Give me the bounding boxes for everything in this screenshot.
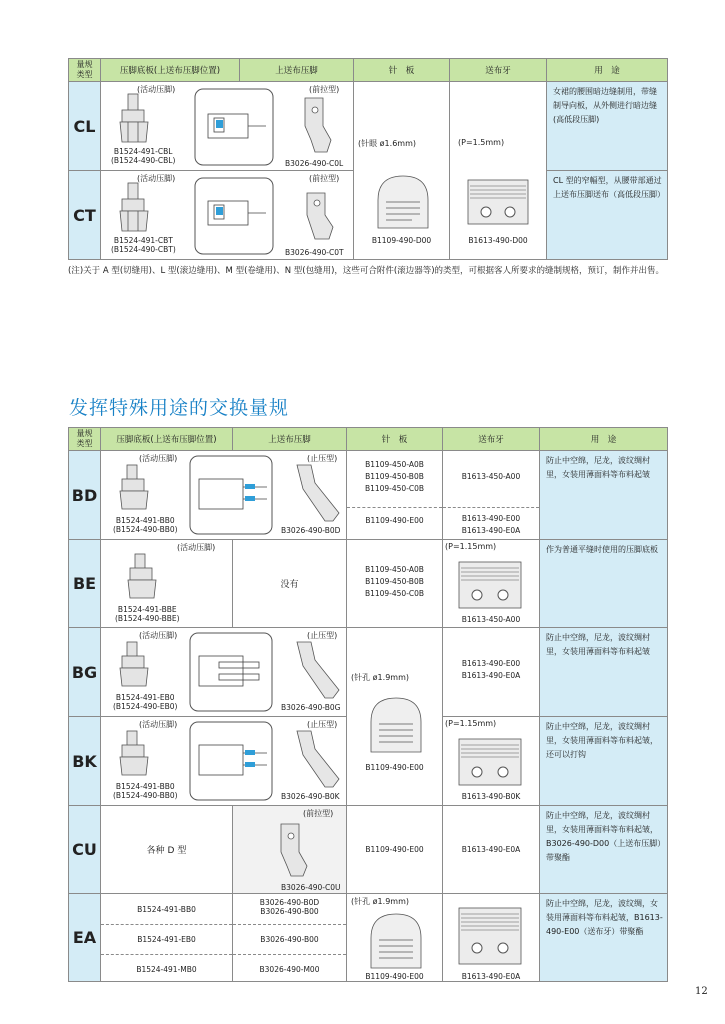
feed-dog-cell [443, 540, 540, 628]
feed-dog-cell [443, 894, 540, 982]
table-row [69, 628, 668, 717]
upper-foot-image [273, 822, 313, 878]
foot-code: B1524-491-EB0 [137, 935, 196, 944]
gauge-key: BD [69, 451, 101, 540]
upper-foot-cell [233, 894, 347, 982]
feed-dog-image [466, 178, 530, 226]
foot-tag: (活动压脚) [139, 454, 178, 463]
foot-tag: (活动压脚) [139, 720, 178, 729]
upper-foot-image [291, 729, 343, 789]
gauge-key: BG [69, 628, 101, 717]
upper-tag: (前拉型) [309, 85, 340, 94]
upper-code: B3026-490-M00 [259, 965, 320, 974]
upper-foot-cell [233, 806, 347, 894]
section-title: 发挥特殊用途的交换量规 [69, 397, 290, 419]
upper-foot-image [291, 463, 343, 523]
foot-cell [101, 717, 347, 806]
foot-code: B1524-491-BB0 (B1524-490-BB0) [113, 516, 178, 534]
upper-tag: (止压型) [307, 631, 338, 640]
plate-code: B1109-490-E00 [365, 845, 424, 854]
foot-text: 各种 D 型 [146, 846, 187, 856]
foot-cell [101, 806, 233, 894]
usage-cell: 防止中空绵，尼龙，波纹绸村里，女装用薄面料等布料起皱 [540, 628, 668, 717]
plate-note: (针眼 ø1.6mm) [358, 139, 416, 148]
plate-code: B1109-490-E00 [365, 516, 424, 525]
needle-plate-cell [347, 894, 443, 982]
foot-cell [101, 628, 347, 717]
foot-tag: (活动压脚) [137, 85, 176, 94]
page-number: 12 [695, 986, 708, 997]
usage-cell: 防止中空绵，尼龙，波纹绸村里，女装用薄面料等布料起皱 [540, 451, 668, 540]
gauge-key: CT [69, 171, 101, 260]
foot-code: B1524-491-CBL (B1524-490-CBL) [111, 147, 176, 165]
plate-code: B1109-490-D00 [371, 236, 432, 245]
foot-tag: (活动压脚) [137, 174, 176, 183]
plate-code: B1109-490-E00 [365, 763, 424, 772]
divider [101, 954, 232, 955]
foot-code: B1524-491-BB0 (B1524-490-BB0) [113, 782, 178, 800]
usage-cell: 防止中空绵，尼龙，波纹绸村里，女装用薄面料等布料起皱，还可以打钩 [540, 717, 668, 806]
header-feed-dog: 送布牙 [450, 59, 547, 82]
header-needle-plate: 针 板 [347, 428, 443, 451]
gauge-key: EA [69, 894, 101, 982]
needle-plate-cell [347, 451, 443, 540]
foot-cell [101, 82, 354, 171]
foot-code: B1524-491-BB0 [137, 905, 196, 914]
upper-code: B3026-490-B0K [281, 792, 340, 801]
upper-foot-image [301, 191, 337, 241]
needle-plate-cell [354, 82, 450, 260]
upper-code: B3026-490-B00 [260, 935, 319, 944]
table-row [69, 894, 668, 982]
divider [347, 507, 442, 508]
header-gauge-type: 量规 类型 [69, 428, 101, 451]
needle-plate-image [365, 696, 427, 754]
presser-foot-image [125, 552, 159, 602]
feed-code: B1613-490-D00 [468, 236, 528, 245]
upper-none: 没有 [280, 580, 299, 590]
gauge-key: CL [69, 82, 101, 171]
upper-code: B3026-490-B0D [281, 526, 341, 535]
divider [443, 507, 539, 508]
gauge-key: CU [69, 806, 101, 894]
upper-foot-image [297, 96, 337, 154]
foot-detail-image [189, 721, 273, 801]
feed-note: (P=1.15mm) [445, 719, 497, 728]
feed-dog-cell [443, 806, 540, 894]
upper-tag: (前拉型) [309, 174, 340, 183]
needle-plate-cell [347, 806, 443, 894]
plate-code: B1109-490-E00 [365, 972, 424, 981]
foot-code: B1524-491-MB0 [136, 965, 197, 974]
table-2-header-row [69, 428, 668, 451]
header-usage: 用 途 [547, 59, 668, 82]
table-row [69, 540, 668, 628]
feed-code: B1613-490-B0K [461, 792, 521, 801]
feed-note: (P=1.15mm) [445, 542, 497, 551]
header-needle-plate: 针 板 [354, 59, 450, 82]
footnote: (注)关于 A 型(切缝用)、L 型(滚边缝用)、M 型(卷缝用)、N 型(包缝用)，这些可合附件(滚边器等)的类型，可根据客人所要求的缝制规格，预订，制作并出售。 [68, 266, 665, 276]
feed-dog-cell [450, 82, 547, 260]
usage-cell: 防止中空绵，尼龙，波纹绸村里，女装用薄面料等布料起皱，B3026-490-D00（上送布压脚）带聚酯 [540, 806, 668, 894]
upper-tag: (前拉型) [303, 809, 334, 818]
table-1-header-row [69, 59, 668, 82]
upper-code: B3026-490-B0G [281, 703, 341, 712]
foot-detail-image [194, 177, 274, 255]
foot-code: B1524-491-CBT (B1524-490-CBT) [111, 236, 176, 254]
plate-note: (针孔 ø1.9mm) [351, 897, 409, 906]
usage-cell: CL 型的窄幅型，从腰带部通过上送布压脚送布（高低段压脚） [547, 171, 668, 260]
feed-code: B1613-490-E0A [461, 972, 521, 981]
feed-code: B1613-490-E0A [461, 845, 521, 854]
upper-tag: (止压型) [307, 720, 338, 729]
foot-detail-image [194, 88, 274, 166]
plate-codes: B1109-450-A0B B1109-450-B0B B1109-450-C0B [364, 460, 425, 493]
feed-code: B1613-450-A00 [461, 472, 521, 481]
feed-dog-image [457, 560, 523, 610]
upper-code: B3026-490-C0T [285, 248, 344, 257]
header-gauge-type: 量规 类型 [69, 59, 101, 82]
presser-foot-image [117, 729, 151, 779]
foot-cell [101, 451, 347, 540]
needle-plate-image [365, 912, 427, 970]
upper-code: B3026-490-C0U [281, 883, 341, 892]
feed-dog-cell [443, 628, 540, 717]
table-row [69, 806, 668, 894]
feed-code: B1613-450-A00 [461, 615, 521, 624]
foot-tag: (活动压脚) [177, 543, 216, 552]
usage-cell: 作为普通平缝时使用的压脚底板 [540, 540, 668, 628]
header-foot-plate: 压脚底板(上送布压脚位置) [101, 428, 233, 451]
foot-code: B1524-491-BBE (B1524-490-BBE) [115, 605, 180, 623]
header-usage: 用 途 [540, 428, 668, 451]
table-row [69, 82, 668, 171]
gauge-key: BK [69, 717, 101, 806]
upper-foot-image [291, 640, 343, 700]
foot-code: B1524-491-EB0 (B1524-490-EB0) [113, 693, 178, 711]
table-1 [68, 58, 668, 260]
needle-plate-image [372, 174, 434, 230]
divider [101, 924, 232, 925]
presser-foot-image [117, 640, 151, 690]
header-upper-foot: 上送布压脚 [240, 59, 354, 82]
plate-note: (针孔 ø1.9mm) [351, 673, 409, 682]
feed-note: (P=1.5mm) [458, 138, 505, 147]
feed-code-alt: B1613-490-E00 B1613-490-E0A [461, 514, 521, 535]
table-2 [68, 427, 668, 982]
divider [233, 924, 346, 925]
header-foot-plate: 压脚底板(上送布压脚位置) [101, 59, 240, 82]
divider [233, 954, 346, 955]
foot-detail-image [189, 455, 273, 535]
feed-dog-cell [443, 451, 540, 540]
needle-plate-cell [347, 628, 443, 806]
foot-detail-image [189, 632, 273, 712]
feed-dog-image [457, 737, 523, 787]
usage-cell: 女裙的腰围暗边缝制用，带缝制导向板，从外侧进行暗边缝(高低段压脚) [547, 82, 668, 171]
presser-foot-image [117, 463, 151, 513]
foot-cell [101, 171, 354, 260]
foot-tag: (活动压脚) [139, 631, 178, 640]
table-row [69, 451, 668, 540]
upper-code: B3026-490-B0D B3026-490-B00 [259, 898, 320, 916]
foot-cell [101, 540, 233, 628]
upper-tag: (止压型) [307, 454, 338, 463]
foot-cell [101, 894, 233, 982]
plate-codes: B1109-450-A0B B1109-450-B0B B1109-450-C0B [364, 565, 425, 598]
feed-dog-cell [443, 717, 540, 806]
needle-plate-cell [347, 540, 443, 628]
header-feed-dog: 送布牙 [443, 428, 540, 451]
feed-code: B1613-490-E00 B1613-490-E0A [461, 659, 521, 680]
upper-foot-cell [233, 540, 347, 628]
header-upper-foot: 上送布压脚 [233, 428, 347, 451]
presser-foot-image [116, 181, 152, 235]
gauge-key: BE [69, 540, 101, 628]
presser-foot-image [116, 92, 152, 146]
usage-cell: 防止中空绵，尼龙，波纹绸，女装用薄面料等布料起皱，B1613-490-E00（送布牙）带聚酯 [540, 894, 668, 982]
feed-dog-image [457, 906, 523, 966]
upper-code: B3026-490-C0L [285, 159, 344, 168]
